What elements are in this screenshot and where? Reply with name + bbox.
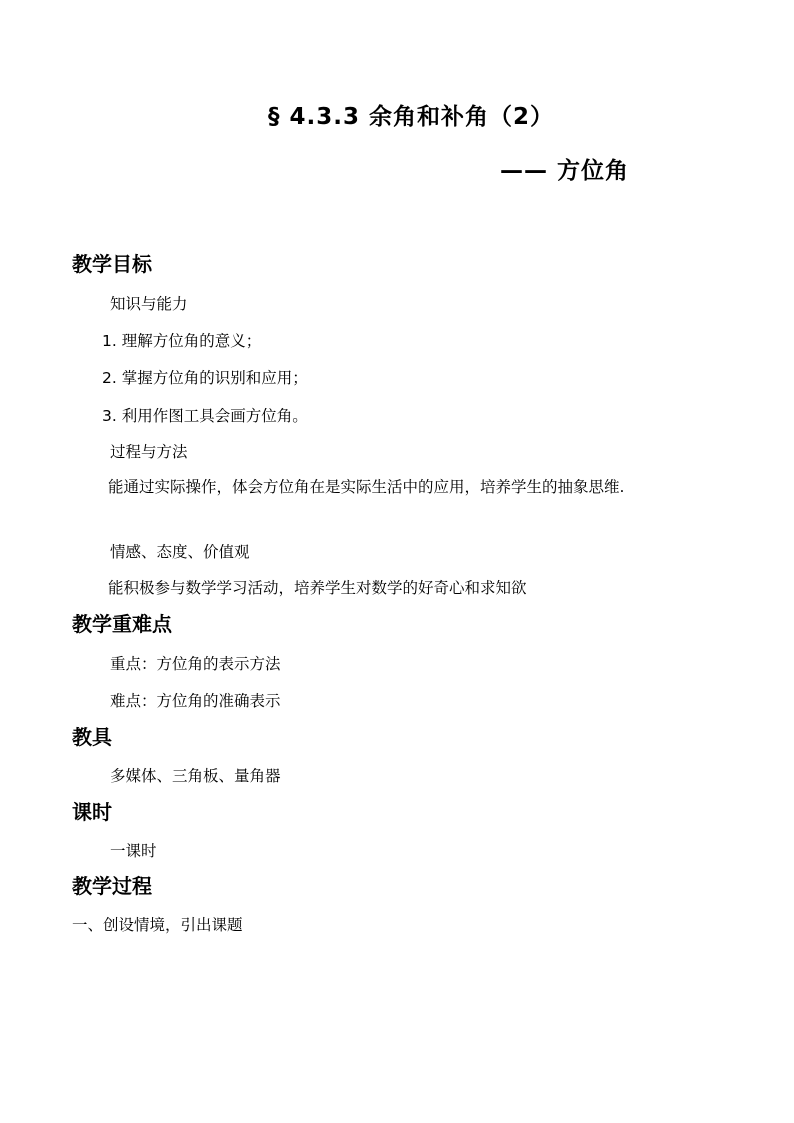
process-text: 能通过实际操作，体会方位角在是实际生活中的应用，培养学生的抽象思维. [108, 478, 625, 496]
section-heading-process: 教学过程 [72, 874, 152, 898]
document-subtitle: —— 方位角 [500, 158, 630, 184]
tools-text: 多媒体、三角板、量角器 [110, 767, 281, 785]
section-heading-tools: 教具 [72, 725, 112, 749]
emotion-text: 能积极参与数学学习活动，培养学生对数学的好奇心和求知欲 [108, 579, 527, 597]
section-heading-key-points: 教学重难点 [72, 612, 172, 636]
knowledge-label: 知识与能力 [110, 295, 188, 313]
difficult-point-text: 难点：方位角的准确表示 [110, 692, 281, 710]
process-label: 过程与方法 [110, 443, 188, 461]
section-heading-goals: 教学目标 [72, 252, 152, 276]
document-title: § 4.3.3 余角和补角（2） [268, 104, 555, 130]
section-heading-duration: 课时 [72, 800, 112, 824]
process-step-1: 一、创设情境，引出课题 [72, 916, 243, 934]
key-point-text: 重点：方位角的表示方法 [110, 655, 281, 673]
duration-text: 一课时 [110, 842, 157, 860]
emotion-label: 情感、态度、价值观 [110, 543, 250, 561]
goal-item-2: 2. 掌握方位角的识别和应用； [102, 369, 308, 387]
goal-item-1: 1. 理解方位角的意义； [102, 332, 262, 350]
goal-item-3: 3. 利用作图工具会画方位角。 [102, 407, 308, 425]
